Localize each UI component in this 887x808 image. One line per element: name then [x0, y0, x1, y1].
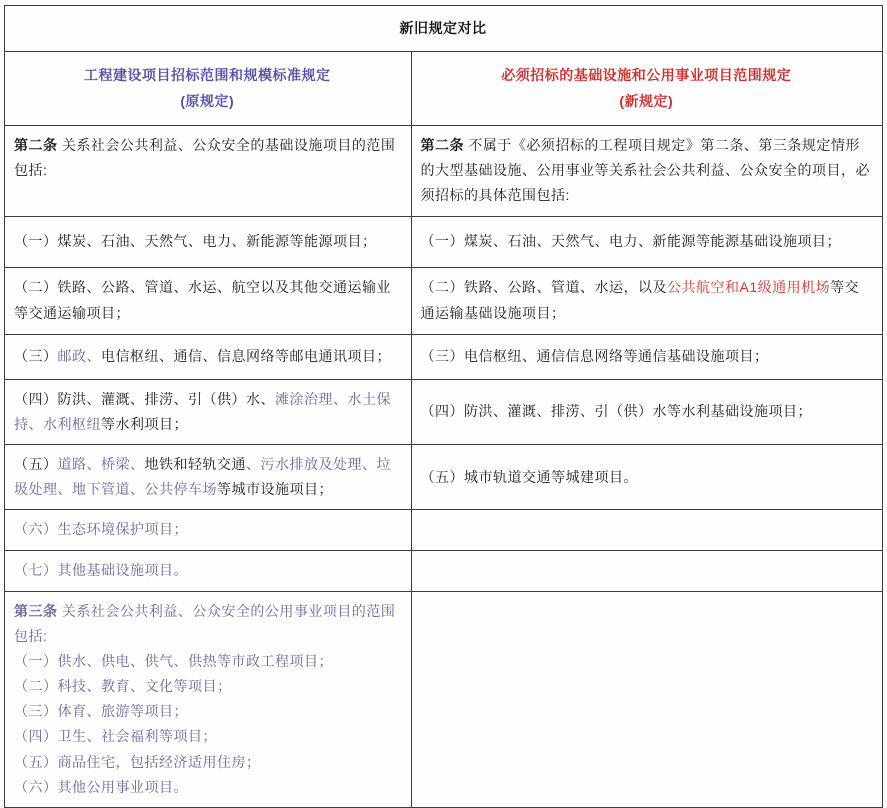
old-regulation-header [5, 52, 412, 126]
paragraph [14, 275, 401, 325]
text-segment: （五）商品住宅，包括经济适用住房； [14, 753, 261, 770]
text-segment: （四）防洪、灌溉、排涝、引（供）水等水利基础设施项目； [420, 403, 812, 420]
table-row-article-3 [5, 591, 883, 808]
page-title: 新旧规定对比 [5, 6, 883, 52]
text-segment: （一）供水、供电、供气、供热等市政工程项目； [14, 652, 333, 669]
header-row [5, 52, 883, 126]
title-row [5, 6, 883, 52]
article-2-old-cell [5, 126, 412, 217]
text-segment: （一）煤炭、石油、天然气、电力、新能源等能源基础设施项目； [420, 232, 841, 249]
new-regulation-header-line2: (新规定) [619, 92, 674, 109]
table-row-item-5 [5, 444, 883, 509]
comparison-table-body [5, 126, 883, 808]
paragraph [14, 452, 401, 502]
text-segment: （七）其他基础设施项目。 [14, 561, 188, 578]
paragraph [421, 229, 873, 254]
item-6-old-cell [5, 510, 412, 550]
item-4-old-cell [5, 379, 412, 444]
text-segment: （六）其他公用事业项目。 [14, 778, 188, 795]
new-regulation-header-line1: 必须招标的基础设施和公用事业项目范围规定 [501, 67, 792, 84]
paragraph [421, 399, 873, 424]
comparison-table [4, 5, 883, 808]
text-segment: 第三条 [14, 602, 62, 619]
old-regulation-header-line1: 工程建设项目招标范围和规模标准规定 [84, 67, 331, 84]
text-segment: 第二条 [420, 137, 469, 153]
text-segment: （一）煤炭、石油、天然气、电力、新能源等能源项目； [14, 232, 377, 249]
paragraph [14, 750, 401, 775]
paragraph [14, 517, 401, 542]
text-segment: （二）科技、教育、文化等项目； [14, 678, 232, 695]
item-2-new-cell [411, 267, 883, 334]
article-3-new-cell [411, 591, 883, 808]
text-segment: 等城市设施项目； [217, 481, 333, 498]
table-row-item-3 [5, 334, 883, 379]
paragraph [421, 465, 873, 490]
text-segment: 道路、桥梁、 [57, 455, 145, 472]
item-7-old-cell [5, 550, 412, 591]
paragraph [14, 387, 401, 437]
text-segment: （二）铁路、公路、管道、水运、航空以及其他交通运输业等交通运输项目； [14, 279, 391, 321]
paragraph [421, 133, 873, 209]
item-1-old-cell [5, 216, 412, 267]
text-segment: 等水利项目； [101, 415, 188, 432]
text-segment: 关系社会公共利益、公众安全的基础设施项目的范围包括: [14, 137, 396, 179]
paragraph [14, 229, 401, 254]
table-row-item-2 [5, 267, 883, 334]
new-regulation-header [411, 52, 883, 126]
text-segment: （五）城市轨道交通等城建项目。 [420, 468, 638, 485]
text-segment: 关系社会公共利益、公众安全的公用事业项目的范围包括: [14, 602, 396, 644]
text-segment: 、污水排放及处理、垃圾处理、地下管道、公共停车场 [14, 455, 391, 498]
text-segment: 第二条 [14, 137, 62, 153]
table-row-item-1 [5, 216, 883, 267]
item-7-new-cell [411, 550, 883, 591]
item-5-old-cell [5, 444, 412, 509]
text-segment: 公共航空和A1级通用机场 [667, 279, 831, 296]
paragraph [14, 599, 401, 649]
text-segment: 滩涂治理、水土保持、水利枢纽 [14, 390, 391, 432]
item-3-old-cell [5, 334, 412, 379]
item-2-old-cell [5, 267, 412, 334]
paragraph [421, 344, 873, 369]
item-6-new-cell [411, 510, 883, 550]
article-2-new-cell [411, 126, 883, 217]
paragraph [14, 674, 401, 699]
text-segment: 不属于《必须招标的工程项目规定》第二条、第三条规定情形的大型基础设施、公用事业等关系社会公共利益、公众安全的项目，必须招标的具体范围包括: [420, 137, 870, 204]
paragraph [14, 775, 401, 800]
item-3-new-cell [411, 334, 883, 379]
table-row-article-2 [5, 126, 883, 217]
text-segment: 邮政、 [57, 347, 101, 364]
text-segment: 电信枢纽、通信、信息网络等邮电通讯项目； [101, 347, 391, 364]
paragraph [14, 724, 401, 749]
text-segment: （三）体育、旅游等项目； [14, 703, 188, 720]
paragraph [421, 275, 873, 325]
text-segment: 等交通运输基础设施项目； [420, 279, 860, 321]
item-4-new-cell [411, 379, 883, 444]
text-segment: （三） [14, 347, 58, 364]
paragraph [14, 558, 401, 583]
text-segment: （二）铁路、公路、管道、水运，以及 [420, 279, 667, 296]
text-segment: （四）卫生、社会福利等项目； [14, 728, 217, 745]
paragraph [14, 133, 401, 183]
item-1-new-cell [411, 216, 883, 267]
table-row-item-4 [5, 379, 883, 444]
text-segment: （六）生态环境保护项目； [14, 521, 188, 538]
paragraph [14, 699, 401, 724]
text-segment: （四）防洪、灌溉、排涝、引（供）水、 [14, 390, 275, 407]
text-segment: （三）电信枢纽、通信信息网络等通信基础设施项目； [420, 347, 769, 364]
table-row-item-6 [5, 510, 883, 550]
item-5-new-cell [411, 444, 883, 509]
paragraph [14, 649, 401, 674]
table-row-item-7 [5, 550, 883, 591]
article-3-old-cell [5, 591, 412, 808]
text-segment: （五） [14, 455, 58, 472]
paragraph [14, 344, 401, 369]
text-segment: 地铁和轻轨交通 [144, 455, 246, 472]
old-regulation-header-line2: (原规定) [180, 92, 235, 109]
